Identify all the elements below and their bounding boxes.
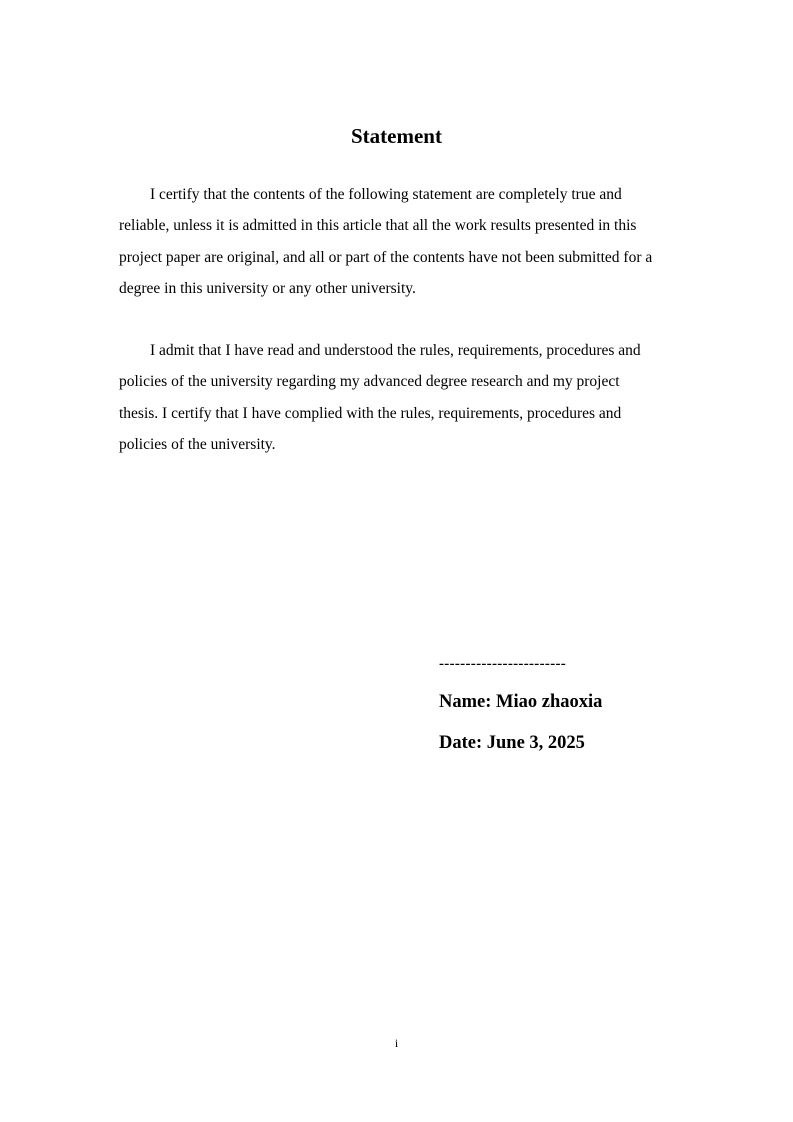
page-title: Statement xyxy=(351,124,442,148)
signature-date: Date: June 3, 2025 xyxy=(439,733,585,753)
paragraph-line: reliable, unless it is admitted in this article that all the work results presented in this xyxy=(119,217,637,235)
paragraph-line: project paper are original, and all or part of the contents have not been submitted for a xyxy=(119,248,653,266)
paragraph-line: policies of the university. xyxy=(119,435,276,453)
paragraph-line: policies of the university regarding my advanced degree research and my project xyxy=(119,373,620,391)
signature-line: ------------------------ xyxy=(439,656,567,672)
paragraph-line: thesis. I certify that I have complied with the rules, requirements, procedures and xyxy=(119,404,622,422)
paragraph-line: degree in this university or any other university. xyxy=(119,279,416,297)
paragraph-line: I certify that the contents of the following statement are completely true and xyxy=(150,186,622,203)
statement-paragraph-2 xyxy=(119,335,675,460)
signer-name: Name: Miao zhaoxia xyxy=(439,692,603,712)
paragraph-line: I admit that I have read and understood the rules, requirements, procedures and xyxy=(150,342,641,359)
signature-block xyxy=(439,656,602,764)
statement-paragraph-1 xyxy=(119,179,675,304)
page-number: i xyxy=(394,1036,399,1050)
